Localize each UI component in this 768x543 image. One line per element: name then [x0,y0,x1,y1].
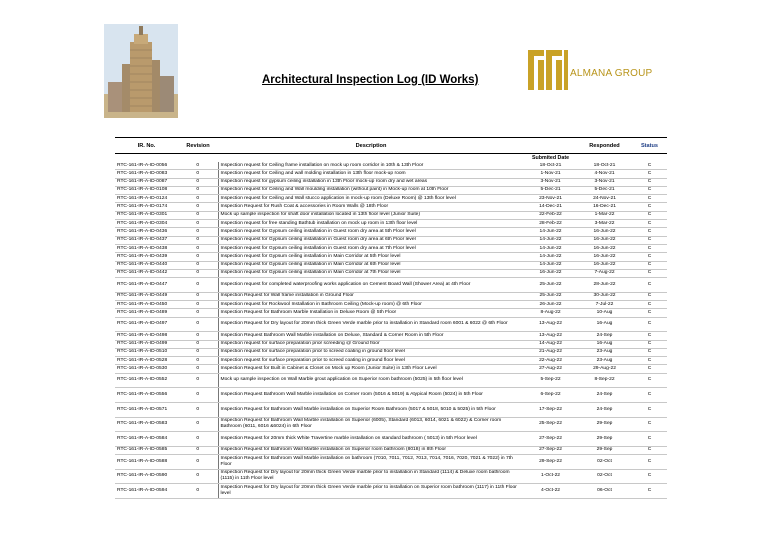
status-cell: C [632,178,667,186]
status-cell: C [632,203,667,211]
description-cell: Inspection request for Rockwool Installation in Bathroom Ceiling (Mock-up room) @ 6th Floor [218,301,524,309]
status-cell: C [632,357,667,365]
ir-number-cell: RTC-161-IR-A-ID-0530 [115,365,178,373]
submitted-date-cell: 1-Oct-22 [524,469,577,484]
submitted-date-cell: 29-Sep-22 [524,454,577,469]
status-cell: C [632,340,667,348]
revision-cell: 0 [178,261,218,269]
responded-date-cell: 30-Jun-22 [577,292,632,300]
col-header-submitted: Submited Date [531,154,570,161]
description-cell: Inspection Request for Dry layout for 20mm thick Green Verde marble prior to installation in Standard (1114) & Deluxe room bathroom (1115) in 11th Floor level [218,469,524,484]
ir-number-cell: RTC-161-IR-A-ID-0438 [115,244,178,252]
revision-cell: 0 [178,402,218,417]
ir-number-cell: RTC-161-IR-A-ID-0108 [115,186,178,194]
ir-number-cell: RTC-161-IR-A-ID-0440 [115,261,178,269]
responded-date-cell: 16-Jun-22 [577,228,632,236]
description-cell: Inspection request for Gypsum ceiling installation in Guest room dry area at 6th Floor level [218,236,524,244]
responded-date-cell: 10-Aug [577,309,632,317]
status-cell: C [632,388,667,403]
table-row [115,332,667,340]
responded-date-cell: 3-Nov-21 [577,178,632,186]
submitted-date-cell: 14-Jun-22 [524,228,577,236]
ir-number-cell: RTC-161-IR-A-ID-0087 [115,178,178,186]
status-cell: C [632,170,667,178]
revision-cell: 0 [178,301,218,309]
revision-cell: 0 [178,292,218,300]
revision-cell: 0 [178,253,218,261]
status-cell: C [632,211,667,219]
responded-date-cell: 16-Jun-22 [577,244,632,252]
col-header-responded: Responded [577,138,632,154]
submitted-date-cell: 18-Oct-21 [524,162,577,170]
status-cell: C [632,236,667,244]
table-row [115,203,667,211]
responded-date-cell: 24-Nov-21 [577,195,632,203]
description-cell: Inspection request for gypsum ceiling installation in 13th Floor mock-up room dry and wet areas [218,178,524,186]
description-cell: Mock up sample inspection for shaft door installation located in 13th floor level (Junior Suite) [218,211,524,219]
table-body [115,154,667,499]
ir-number-cell: RTC-161-IR-A-ID-0083 [115,170,178,178]
table-row [115,454,667,469]
ir-number-cell: RTC-161-IR-A-ID-0583 [115,417,178,432]
status-cell: C [632,446,667,454]
status-cell: C [632,332,667,340]
description-cell: Mock up sample inspection on Wall Marble grout application on Superior room bathroom (5025) in 5th floor level [218,373,524,388]
ir-number-cell: RTC-161-IR-A-ID-0585 [115,446,178,454]
table-row [115,269,667,277]
revision-cell: 0 [178,309,218,317]
revision-cell: 0 [178,228,218,236]
submitted-date-cell: 27-Sep-22 [524,432,577,447]
status-cell: C [632,253,667,261]
submitted-date-cell: 14-Jun-22 [524,253,577,261]
submitted-date-cell: 22-Feb-22 [524,211,577,219]
ir-number-cell: RTC-161-IR-A-ID-0590 [115,469,178,484]
description-cell: Inspection request for Gypsum ceiling installation in Main Corridor at 5th Floor level [218,253,524,261]
responded-date-cell: 16-Jun-22 [577,236,632,244]
submitted-date-cell: 23-Nov-21 [524,195,577,203]
responded-date-cell: 29-Sep [577,432,632,447]
table-row [115,388,667,403]
description-cell: Inspection request for surface preparation prior to screed coating in ground floor level [218,357,524,365]
revision-cell: 0 [178,203,218,211]
status-cell: C [632,292,667,300]
revision-cell: 0 [178,195,218,203]
revision-cell: 0 [178,186,218,194]
logo-text: ALMANA GROUP [570,68,653,79]
table-row [115,162,667,170]
responded-date-cell: 24-Sep [577,332,632,340]
status-cell: C [632,220,667,228]
description-cell: Inspection Request for Dry layout for 20mm thick Green Verde marble prior to installation on Superior room bathroom (1117) in 11th Floor level [218,484,524,499]
status-cell: C [632,432,667,447]
ir-number-cell: RTC-161-IR-A-ID-0450 [115,301,178,309]
revision-cell: 0 [178,317,218,332]
ir-number-cell: RTC-161-IR-A-ID-0489 [115,309,178,317]
description-cell: Inspection Request Bathroom Wall Marble installation on Deluxe, Standard & Corner Room in 5th Floor [218,332,524,340]
status-cell: C [632,186,667,194]
responded-date-cell: 18-Oct-21 [577,162,632,170]
ir-number-cell: RTC-161-IR-A-ID-0510 [115,348,178,356]
table-row [115,469,667,484]
description-cell: Inspection Request for Built in Cabinet & Closet on Mock up Room (Junior Suite) in 13th Floor Level [218,365,524,373]
submitted-date-cell: 16-Jun-22 [524,269,577,277]
revision-cell: 0 [178,388,218,403]
table-row [115,484,667,499]
ir-number-cell: RTC-161-IR-A-ID-0174 [115,203,178,211]
ir-number-cell: RTC-161-IR-A-ID-0556 [115,388,178,403]
description-cell: Inspection request for Gypsum ceiling installation in Main Corridor at 6th Floor level [218,261,524,269]
table-row [115,309,667,317]
status-cell: C [632,195,667,203]
revision-cell: 0 [178,373,218,388]
responded-date-cell: 16-Jun-22 [577,261,632,269]
page-title: Architectural Inspection Log (ID Works) [262,74,479,86]
status-cell: C [632,269,667,277]
table-row [115,186,667,194]
table-row [115,292,667,300]
responded-date-cell: 5-Dec-21 [577,186,632,194]
description-cell: Inspection Request for Bathroom Marble Installation in Deluxe Room @ 5th Floor [218,309,524,317]
ir-number-cell: RTC-161-IR-A-ID-0552 [115,373,178,388]
table-row [115,211,667,219]
submitted-date-cell: 22-Aug-22 [524,357,577,365]
col-header-ir-no: IR. No. [115,138,178,154]
submitted-date-cell: 4-Oct-22 [524,484,577,499]
responded-date-cell: 29-Sep [577,446,632,454]
responded-date-cell: 7-Jul-22 [577,301,632,309]
description-cell: Inspection request for Gypsum ceiling installation in Main Corridor at 7th Floor level [218,269,524,277]
description-cell: Inspection Request for Bathroom Wall Marble installation on Superior room bathroom (8018) in 8th Floor [218,446,524,454]
responded-date-cell: 16-Aug [577,340,632,348]
table-row [115,178,667,186]
revision-cell: 0 [178,340,218,348]
table-row [115,357,667,365]
revision-cell: 0 [178,469,218,484]
revision-cell: 0 [178,269,218,277]
revision-cell: 0 [178,236,218,244]
submitted-date-cell: 6-Sep-22 [524,388,577,403]
status-cell: C [632,348,667,356]
description-cell: Inspection request for surface preparation prior to screed coating in ground floor level [218,348,524,356]
description-cell: Inspection request for Ceiling and Wall moulding installation (without paint) in Mock-up room at 10th Floor [218,186,524,194]
ir-number-cell: RTC-161-IR-A-ID-0571 [115,402,178,417]
ir-number-cell: RTC-161-IR-A-ID-0594 [115,484,178,499]
description-cell: Inspection request for Gypsum ceiling installation in Guest room dry area at 7th Floor level [218,244,524,252]
col-header-revision: Revision [178,138,218,154]
table-row [115,446,667,454]
revision-cell: 0 [178,162,218,170]
submitted-date-cell: 25-Jun-22 [524,292,577,300]
responded-date-cell: 02-Oct [577,454,632,469]
ir-number-cell: RTC-161-IR-A-ID-0437 [115,236,178,244]
ir-number-cell: RTC-161-IR-A-ID-0439 [115,253,178,261]
responded-date-cell: 28-Jun-22 [577,278,632,293]
submitted-date-cell: 27-Sep-22 [524,446,577,454]
status-cell: C [632,402,667,417]
inspection-log-table [115,137,667,499]
submitted-date-cell: 14-Jun-22 [524,244,577,252]
ir-number-cell: RTC-161-IR-A-ID-0056 [115,162,178,170]
submitted-subheader-row [115,154,667,163]
submitted-date-cell: 14-Jun-22 [524,261,577,269]
submitted-date-cell: 25-Sep-22 [524,417,577,432]
responded-date-cell: 24-Sep [577,402,632,417]
responded-date-cell: 29-Aug-22 [577,365,632,373]
status-cell: C [632,301,667,309]
status-cell: C [632,469,667,484]
ir-number-cell: RTC-161-IR-A-ID-0442 [115,269,178,277]
responded-date-cell: 24-Sep [577,388,632,403]
submitted-date-cell: 1-Nov-21 [524,170,577,178]
col-header-status: Status [632,138,667,154]
table-row [115,261,667,269]
description-cell: Inspection request for free standing Bathtub installation on mock up room in 13th floor level [218,220,524,228]
revision-cell: 0 [178,357,218,365]
submitted-date-cell: 3-Nov-21 [524,178,577,186]
revision-cell: 0 [178,484,218,499]
revision-cell: 0 [178,417,218,432]
ir-number-cell: RTC-161-IR-A-ID-0449 [115,292,178,300]
responded-date-cell: 29-Sep [577,417,632,432]
status-cell: C [632,417,667,432]
responded-date-cell: 02-Oct [577,469,632,484]
responded-date-cell: 23-Aug [577,348,632,356]
responded-date-cell: 23-Aug [577,357,632,365]
submitted-date-cell: 14-Jun-22 [524,236,577,244]
submitted-date-cell: 26-Jun-22 [524,301,577,309]
description-cell: Inspection request for Ceiling and Wall stucco application in mock-up room (Deluxe Room) @ 13th floor level [218,195,524,203]
description-cell: Inspection Request for Bathroom Wall Marble installation on Superior Room Bathroom (5017 & 5018, 5010 & 5025) in 5th Floor [218,402,524,417]
submitted-date-cell: 14-Dec-21 [524,203,577,211]
ir-number-cell: RTC-161-IR-A-ID-0497 [115,317,178,332]
revision-cell: 0 [178,244,218,252]
revision-cell: 0 [178,432,218,447]
responded-date-cell: 7-Aug-22 [577,269,632,277]
responded-date-cell: 1-Mar-22 [577,211,632,219]
description-cell: Inspection Request for Dry layout for 20mm thick Green Verde marble prior to installation in Standard room 6001 & 6022 @ 6th Floor [218,317,524,332]
description-cell: Inspection Request for Bathroom Wall Marble installation on bathroom (7010, 7011, 7012, 7013, 7014, 7016, 7020, 7021 & 7022) in 7th Floor [218,454,524,469]
status-cell: C [632,162,667,170]
submitted-date-cell: 21-Aug-22 [524,348,577,356]
table-row [115,432,667,447]
status-cell: C [632,278,667,293]
description-cell: Inspection Request Bathroom Wall Marble installation on Corner room (5016 & 5019) & Atypical Room (5024) in 5th Floor [218,388,524,403]
description-cell: Inspection Request for 20mm thick White Travertine marble installation on standard bathroom ( 5013) in 5th Floor level [218,432,524,447]
ir-number-cell: RTC-161-IR-A-ID-0499 [115,340,178,348]
table-row [115,170,667,178]
status-cell: C [632,244,667,252]
table-row [115,402,667,417]
ir-number-cell: RTC-161-IR-A-ID-0436 [115,228,178,236]
submitted-date-cell: 13-Aug-22 [524,317,577,332]
table-row [115,228,667,236]
status-cell: C [632,261,667,269]
description-cell: Inspection request for Ceiling and wall molding installation in 13th floor mock-up room [218,170,524,178]
revision-cell: 0 [178,365,218,373]
table-row [115,195,667,203]
responded-date-cell: 4-Nov-21 [577,170,632,178]
revision-cell: 0 [178,220,218,228]
submitted-date-cell: 27-Aug-22 [524,365,577,373]
ir-number-cell: RTC-161-IR-A-ID-0498 [115,332,178,340]
description-cell: Inspection Request for Wall frame installation in Ground Floor [218,292,524,300]
revision-cell: 0 [178,211,218,219]
table-row [115,278,667,293]
responded-date-cell: 8-Sep-22 [577,373,632,388]
table-row [115,236,667,244]
description-cell: Inspection request for surface preparation prior screeding @ Ground floor [218,340,524,348]
table-row [115,220,667,228]
status-cell: C [632,484,667,499]
revision-cell: 0 [178,278,218,293]
table-row [115,348,667,356]
revision-cell: 0 [178,178,218,186]
description-cell: Inspection Request for Bathroom Wall Marble installation on Superior (6005), Standard (6013, 6014, 6021 & 6022) & Corner room Bathroom (6011, 6016 &6024) in 6th Floor [218,417,524,432]
building-photo [104,24,178,118]
revision-cell: 0 [178,170,218,178]
submitted-date-cell: 13-Aug-22 [524,332,577,340]
ir-number-cell: RTC-161-IR-A-ID-0584 [115,432,178,447]
table-row [115,253,667,261]
status-cell: C [632,228,667,236]
col-header-description: Description [218,138,524,154]
status-cell: C [632,454,667,469]
col-header-submitted-spacer [524,138,577,154]
ir-number-cell: RTC-161-IR-A-ID-0304 [115,220,178,228]
ir-number-cell: RTC-161-IR-A-ID-0447 [115,278,178,293]
status-cell: C [632,309,667,317]
table-row [115,317,667,332]
ir-number-cell: RTC-161-IR-A-ID-0301 [115,211,178,219]
status-cell: C [632,365,667,373]
submitted-date-cell: 28-Feb-22 [524,220,577,228]
submitted-date-cell: 8-Aug-22 [524,309,577,317]
submitted-date-cell: 5-Dec-21 [524,186,577,194]
revision-cell: 0 [178,454,218,469]
responded-date-cell: 06-Oct [577,484,632,499]
status-cell: C [632,373,667,388]
description-cell: Inspection request for Gypsum ceiling installation in Guest room dry area at 5th Floor level [218,228,524,236]
revision-cell: 0 [178,446,218,454]
status-cell: C [632,317,667,332]
description-cell: Inspection request for Ceiling frame installation on mock up room corridor in 10th & 13th Floor [218,162,524,170]
ir-number-cell: RTC-161-IR-A-ID-0124 [115,195,178,203]
table-row [115,373,667,388]
table-row [115,301,667,309]
submitted-date-cell: 25-Jun-22 [524,278,577,293]
description-cell: Inspection Request for Rush Coat & accessories in Room Walls @ 18th Floor [218,203,524,211]
table-header-row [115,138,667,154]
table-row [115,417,667,432]
table-row [115,365,667,373]
submitted-date-cell: 5-Sep-22 [524,373,577,388]
ir-number-cell: RTC-161-IR-A-ID-0528 [115,357,178,365]
ir-number-cell: RTC-161-IR-A-ID-0588 [115,454,178,469]
table-row [115,340,667,348]
revision-cell: 0 [178,348,218,356]
responded-date-cell: 16-Dec-21 [577,203,632,211]
submitted-date-cell: 14-Aug-22 [524,340,577,348]
responded-date-cell: 16-Jun-22 [577,253,632,261]
revision-cell: 0 [178,332,218,340]
responded-date-cell: 3-Mar-22 [577,220,632,228]
responded-date-cell: 16-Aug [577,317,632,332]
table-row [115,244,667,252]
description-cell: Inspection request for completed waterproofing works application on Cement Board Wall (Shower Area) at 4th Floor [218,278,524,293]
submitted-date-cell: 17-Sep-22 [524,402,577,417]
